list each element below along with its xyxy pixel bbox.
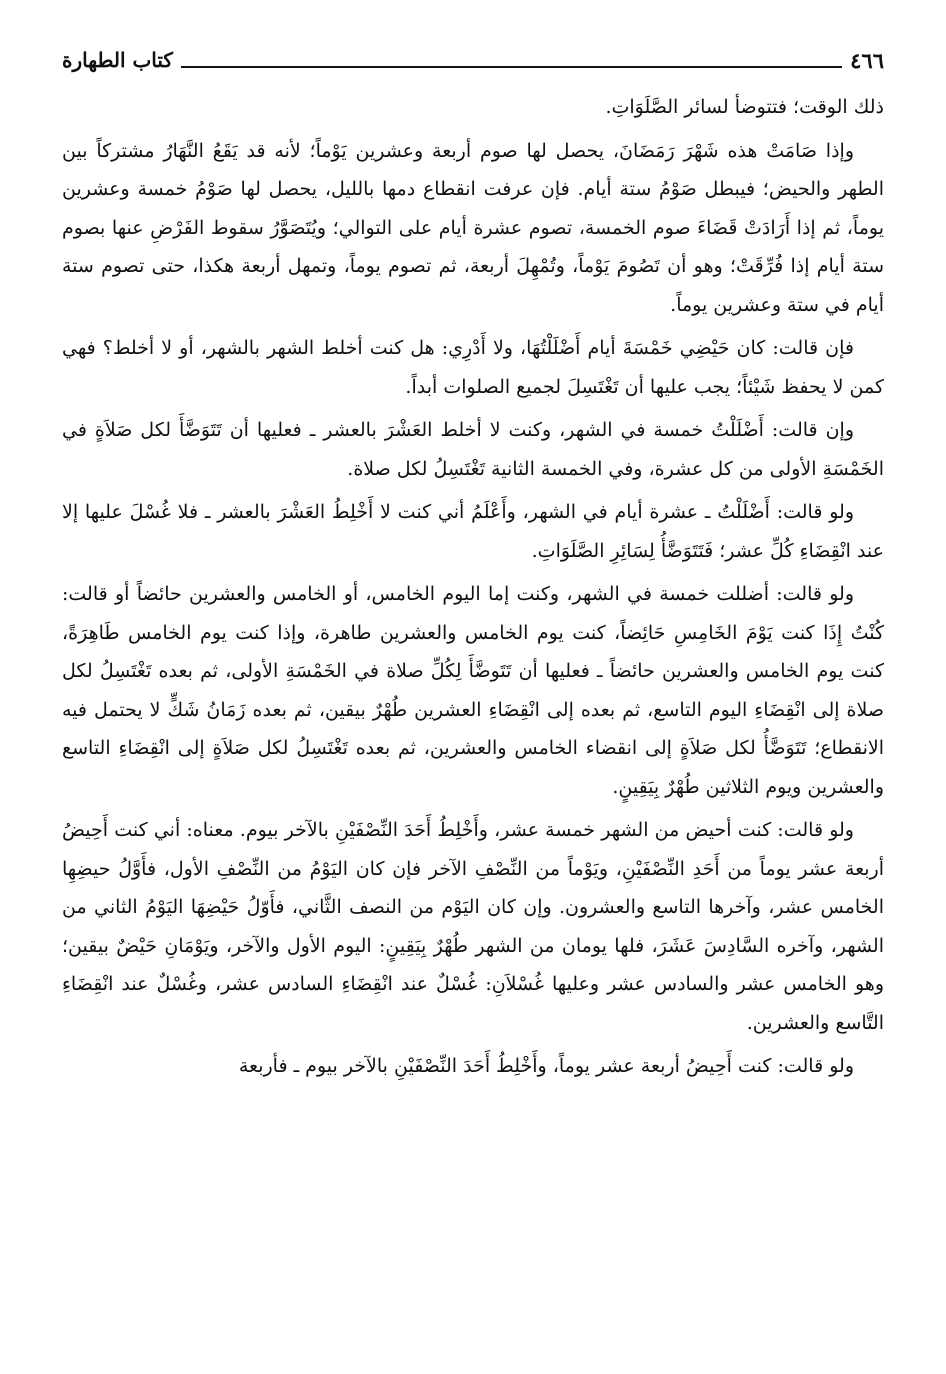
paragraph-3: فإن قالت: كان حَيْضِي خَمْسَةَ أيام أَضْلَلْتُهَا، ولا أَدْرِي: هل كنت أخلط الشهر بالشهر، أو لا أخلط؟ فهي كمن لا يحفظ شَيْئاً؛ يجب عليها أن تَغْتَسِلَ لجميع الصلوات أبداً. — [62, 337, 884, 398]
paragraph-6: ولو قالت: أضللت خمسة في الشهر، وكنت إما اليوم الخامس، أو الخامس والعشرين حائضاً أو قالت: كُنْتُ إِذَا كنت يَوْمَ الخَامِسِ حَائِضاً، كنت يوم الخامس والعشرين طاهرة، وإذا كنت يوم الخامس طَاهِرَةً، كنت يوم الخامس والعشرين حائضاً ـ فعليها أن تَتَوضَّأَ لِكُلِّ صلاة في الخَمْسَةِ الأولى، ثم بعده تَغْتَسِلُ لكل صلاة إلى انْقِضَاءِ اليوم التاسع، ثم بعده إلى انْقِضَاءِ العشرين طُهْرٌ بيقين، ثم بعده زَمَانُ شَكٍّ لا يحتمل فيه الانقطاع؛ تَتَوَضَّأُ لكل صَلاَةٍ إلى انقضاء الخامس والعشرين، ثم بعده تَغْتَسِلُ لكل صَلاَةٍ إلى انْقِضَاءِ التاسع والعشرين ويوم الثلاثين طُهْرٌ بِيَقِينٍ. — [62, 583, 885, 798]
paragraph-7: ولو قالت: كنت أحيض من الشهر خمسة عشر، وأَخْلِطُ أَحَدَ النِّصْفَيْنِ بالآخر بيوم. معناه: أني كنت أَحِيضُ أربعة عشر يوماً من أَحَدِ النِّصْفَيْنِ، ويَوْماً من النِّصْفِ الآخر فإن كان اليَوْمُ من النِّصْفِ الأول، فأَوَّلُ حيضِهِا الخامس عشر، وآخرها التاسع والعشرون. وإن كان اليَوْم من النصف الثَّاني، فأَوّلُ حَيْضِهَا اليَوْمُ الثاني من الشهر، وآخره السَّادِسَ عَشَرَ، فلها يومان من الشهر طُهْرٌ بِيَقِينٍ: اليوم الأول والآخر، ويَوْمَانِ حَيْضٌ بيقين؛ وهو الخامس عشر والسادس عشر وعليها غُسْلاَنِ: غُسْلٌ عند انْقِضَاءِ السادس عشر، وغُسْلٌ عند انْقِضَاءِ التَّاسع والعشرين. — [62, 819, 884, 1034]
page-body — [62, 88, 884, 1086]
paragraph-5: ولو قالت: أَضْلَلْتُ ـ عشرة أيام في الشهر، وأَعْلَمُ أني كنت لا أَخْلِطُ العَشْرَ بالعشر ـ فلا غُسْلَ عليها إلا عند انْقِضَاءِ كُلِّ عشر؛ فَتَتَوَضَّأُ لِسَائِرِ الصَّلَوَاتِ. — [62, 501, 884, 562]
page-header — [62, 40, 884, 80]
header-rule — [181, 66, 842, 68]
paragraph-1: ذلك الوقت؛ فتتوضأ لسائر الصَّلَوَاتِ. — [605, 96, 884, 118]
running-title: كتاب الطهارة — [62, 48, 173, 72]
paragraph-8: ولو قالت: كنت أَحِيضُ أربعة عشر يوماً، وأَخْلِطُ أَحَدَ النِّصْفَيْنِ بالآخر بيوم ـ فأربعة — [238, 1055, 854, 1077]
paragraph-2: وإذا صَامَتْ هذه شَهْرَ رَمَضَانَ، يحصل لها صوم أربعة وعشرين يَوْماً؛ لأنه قد يَقَعُ النَّهَارُ مشتركاً بين الطهر والحيض؛ فيبطل صَوْمُ ستة أيام. فإن عرفت انقطاع دمها بالليل، يحصل لها صَوْمُ خمسة وعشرين يوماً، ثم إذا أَرَادَتْ قَضَاءَ صوم الخمسة، تصوم عشرة أيام على التوالي؛ ويُتَصَوَّرُ سقوط الفَرْضِ عنها بصوم ستة أيام إذا فُرِّقَتْ؛ وهو أن تَصُومَ يَوْماً، وتُمْهِلَ أربعة، ثم تصوم يوماً، وتمهل أربعة هكذا، حتى تصوم ستة أيام في ستة وعشرين يوماً. — [62, 139, 884, 316]
page-number: ٤٦٦ — [850, 47, 884, 73]
paragraph-4: وإن قالت: أَضْلَلْتُ خمسة في الشهر، وكنت لا أخلط العَشْرَ بالعشر ـ فعليها أن تَتَوَضَّأَ لكل صَلاَةٍ في الخَمْسَةِ الأولى من كل عشرة، وفي الخمسة الثانية تَغْتَسِلُ لكل صلاة. — [62, 419, 884, 480]
document-page — [62, 40, 884, 1091]
